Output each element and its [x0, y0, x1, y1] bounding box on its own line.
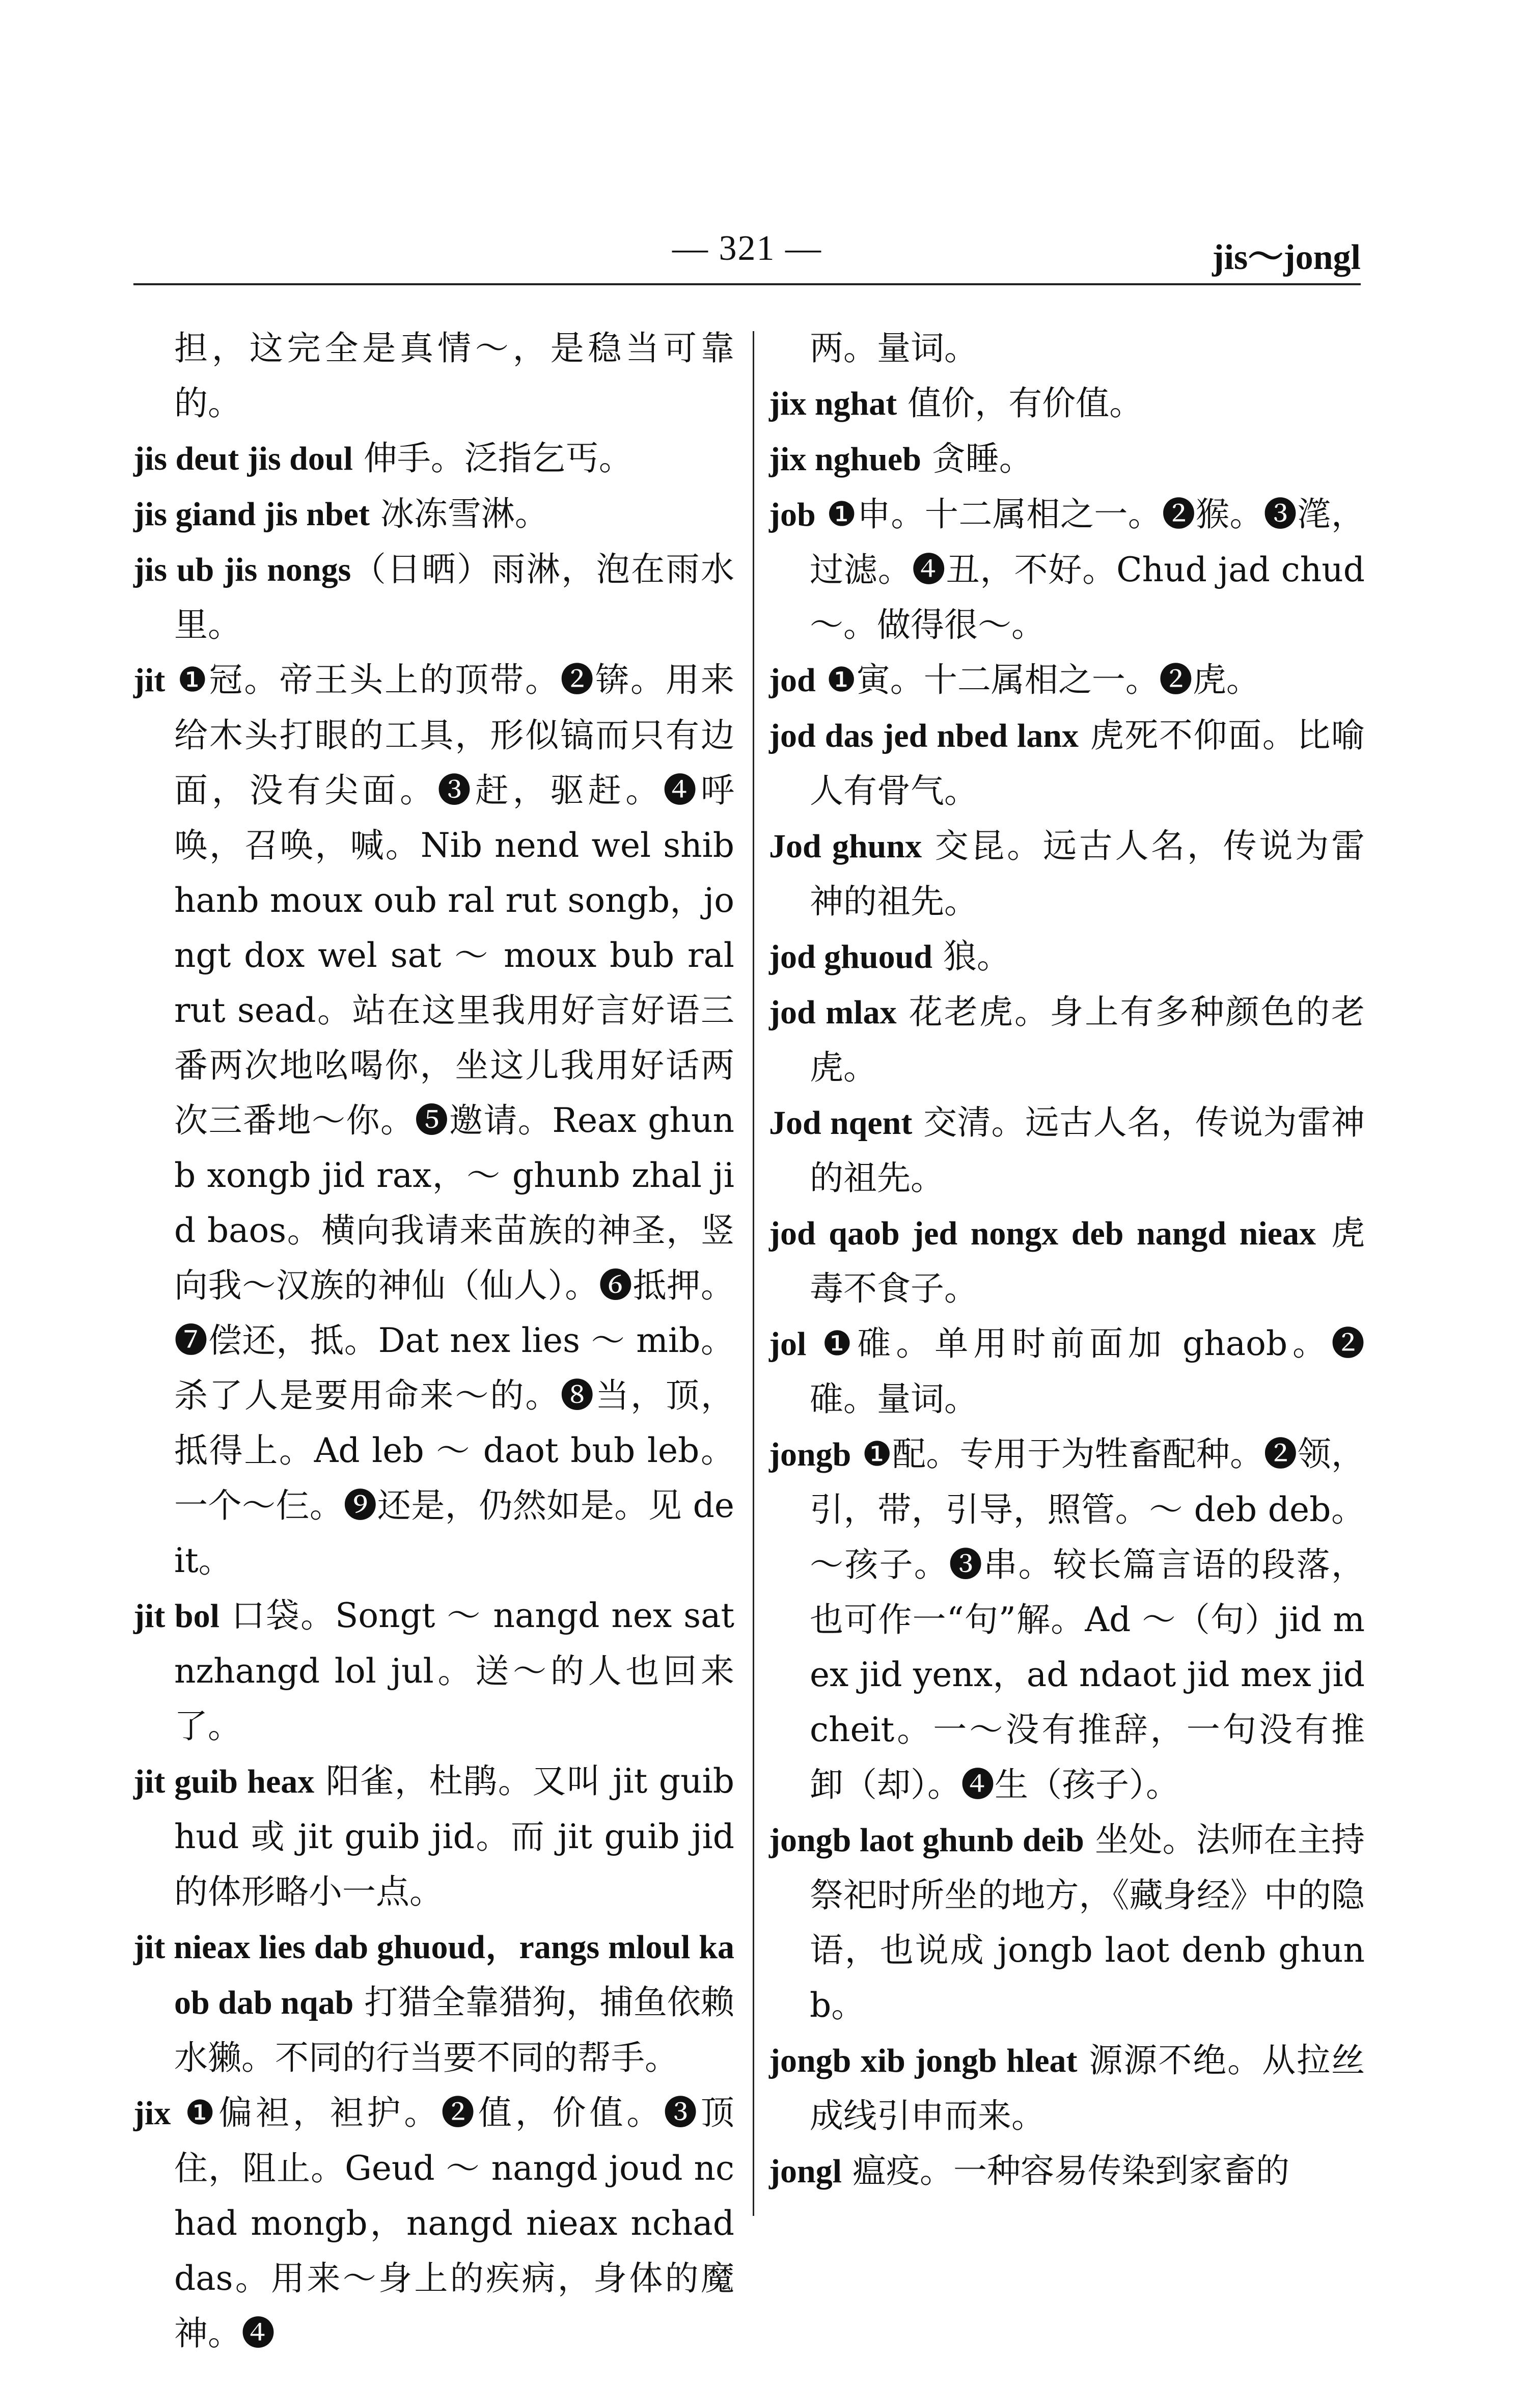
dictionary-entry — [133, 653, 734, 1588]
header-rule — [133, 283, 1361, 285]
entry-headword: jis deut jis doul — [133, 440, 353, 477]
dictionary-entry — [769, 653, 1365, 708]
entry-headword: jis ub jis nongs — [133, 551, 351, 588]
entry-definition: 打猎全靠猎狗，捕鱼依赖水獭。不同的行当要不同的帮手。 — [174, 1983, 734, 2077]
dictionary-entry — [769, 1427, 1365, 1812]
entry-definition: ❶申。十二属相之一。❷猴。❸滗，过滤。❹丑，不好。Chud jad chud ～。做得很～。 — [810, 495, 1365, 644]
running-head: jis～jongl — [1212, 238, 1361, 277]
dictionary-entry — [769, 1316, 1365, 1427]
entry-definition: 两。量词。 — [810, 329, 978, 368]
entry-definition: ❶冠。帝王头上的顶带。❷锛。用来给木头打眼的工具，形似镐而只有边面，没有尖面。❸赶，驱赶。❹呼唤，召唤，喊。Nib nend wel shib hanb moux oub ral rut songb，jongt dox wel sat ～ moux bub ral rut sead。站在这里我用好言好语三番两次地吆喝你，坐这儿我用好话两次三番地～你。❺邀请。Reax ghunb xongb jid rax，～ ghunb zhal jid baos。横向我请来苗族的神圣，竖向我～汉族的神仙（仙人）。❻抵押。❼偿还，抵。Dat nex lies ～ mib。杀了人是要用命来～的。❽当，顶，抵得上。Ad leb ～ daot bub leb。一个～仨。❾还是，仍然如是。见 deit。 — [165, 660, 734, 1580]
dictionary-entry — [769, 1812, 1365, 2033]
entry-headword: jit nieax lies dab ghuoud，rangs mloul kaob dab nqab — [133, 1929, 734, 2021]
entry-headword: jod das jed nbed lanx — [769, 717, 1079, 754]
entry-headword: jix nghat — [769, 385, 897, 422]
dictionary-entry — [769, 819, 1365, 929]
entry-headword: jit — [133, 662, 166, 699]
entry-headword: jod — [769, 662, 816, 699]
entry-headword: jis giand jis nbet — [133, 496, 370, 533]
entry-headword: jod ghuoud — [769, 938, 933, 976]
dictionary-entry — [133, 486, 734, 542]
dictionary-entry — [769, 2144, 1365, 2199]
entry-definition: 瘟疫。一种容易传染到家畜的 — [842, 2151, 1290, 2190]
entry-definition: 坐处。法师在主持祭祀时所坐的地方，《藏身经》中的隐语，也说成 jongb laot denb ghunb。 — [810, 1820, 1365, 2025]
left-column — [133, 321, 734, 2361]
entry-definition: 冰冻雪淋。 — [369, 494, 548, 533]
dictionary-entry — [769, 2033, 1365, 2144]
entry-headword: jod mlax — [769, 994, 897, 1031]
dictionary-entry — [133, 2085, 734, 2361]
dictionary-entry — [133, 1754, 734, 1919]
entry-headword: job — [769, 496, 816, 533]
entry-headword: jongb xib jongb hleat — [769, 2042, 1078, 2079]
entry-headword: jit bol — [133, 1597, 219, 1635]
entry-definition: ❶寅。十二属相之一。❷虎。 — [815, 660, 1260, 699]
dictionary-entry — [769, 985, 1365, 1095]
entry-definition: 担，这完全是真情～，是稳当可靠的。 — [174, 329, 734, 423]
entry-definition: 伸手。泛指乞丐。 — [352, 439, 632, 478]
entry-headword: jongl — [769, 2153, 842, 2190]
entry-definition: 花老虎。身上有多种颜色的老虎。 — [810, 992, 1365, 1087]
entry-definition: 狼。 — [932, 937, 1010, 976]
dictionary-entry — [769, 929, 1365, 985]
page-header — [133, 214, 1361, 285]
dictionary-entry — [769, 1206, 1365, 1316]
dictionary-entry — [133, 431, 734, 486]
entry-definition: 虎死不仰面。比喻人有骨气。 — [810, 716, 1365, 810]
entry-definition: 交清。远古人名，传说为雷神的祖先。 — [810, 1103, 1365, 1198]
entry-definition: 源源不绝。从拉丝成线引申而来。 — [810, 2041, 1365, 2135]
page-number: — 321 — — [672, 229, 822, 268]
entry-headword: jod qaob jed nongx deb nangd nieax — [769, 1215, 1316, 1252]
entry-headword: jit guib heax — [133, 1763, 315, 1800]
dictionary-entry — [769, 376, 1365, 431]
entry-definition: 口袋。Songt ～ nangd nex sat nzhangd lol jul。送～的人也回来了。 — [174, 1596, 734, 1746]
dictionary-entry — [769, 487, 1365, 653]
entry-definition: （日晒）雨淋，泡在雨水里。 — [174, 550, 734, 644]
dictionary-entry — [133, 1919, 734, 2085]
entry-definition: 值价，有价值。 — [897, 384, 1143, 423]
entry-headword: jongb — [769, 1436, 851, 1473]
entry-definition: 阳雀，杜鹃。又叫 jit guib hud 或 jit guib jid。而 jit guib jid 的体形略小一点。 — [174, 1762, 734, 1911]
dictionary-entry — [133, 542, 734, 653]
entry-definition: 贪睡。 — [921, 439, 1033, 478]
dictionary-entry — [133, 321, 734, 431]
entry-headword: jix nghueb — [769, 441, 921, 478]
entry-definition: 虎毒不食子。 — [810, 1213, 1365, 1308]
dictionary-entry — [769, 431, 1365, 487]
entry-headword: jix — [133, 2095, 171, 2132]
dictionary-entry — [769, 708, 1365, 819]
right-column — [769, 321, 1365, 2199]
dictionary-entry — [769, 321, 1365, 376]
dictionary-entry — [769, 1095, 1365, 1206]
entry-headword: jongb laot ghunb deib — [769, 1822, 1084, 1859]
column-divider — [753, 331, 754, 2216]
entry-definition: ❶碓。单用时前面加 ghaob。❷碓。量词。 — [806, 1324, 1365, 1419]
entry-definition: 交昆。远古人名，传说为雷神的祖先。 — [810, 826, 1365, 921]
entry-headword: jol — [769, 1325, 807, 1363]
dictionary-entry — [133, 1588, 734, 1754]
entry-definition: ❶配。专用于为牲畜配种。❷领，引，带，引导，照管。～ deb deb。～孩子。❸串。较长篇言语的段落，也可作一“句”解。Ad ～（句）jid mex jid yenx，ad ndaot jid mex jid cheit。一～没有推辞，一句没有推卸（却）。❹生（孩子）。 — [810, 1434, 1365, 1804]
entry-headword: Jod nqent — [769, 1104, 913, 1142]
entry-headword: Jod ghunx — [769, 828, 922, 865]
entry-definition: ❶偏袒，袒护。❷值，价值。❸顶住，阻止。Geud ～ nangd joud nchad mongb，nangd nieax nchad das。用来～身上的疾病，身体的魔神。❹ — [171, 2093, 734, 2353]
